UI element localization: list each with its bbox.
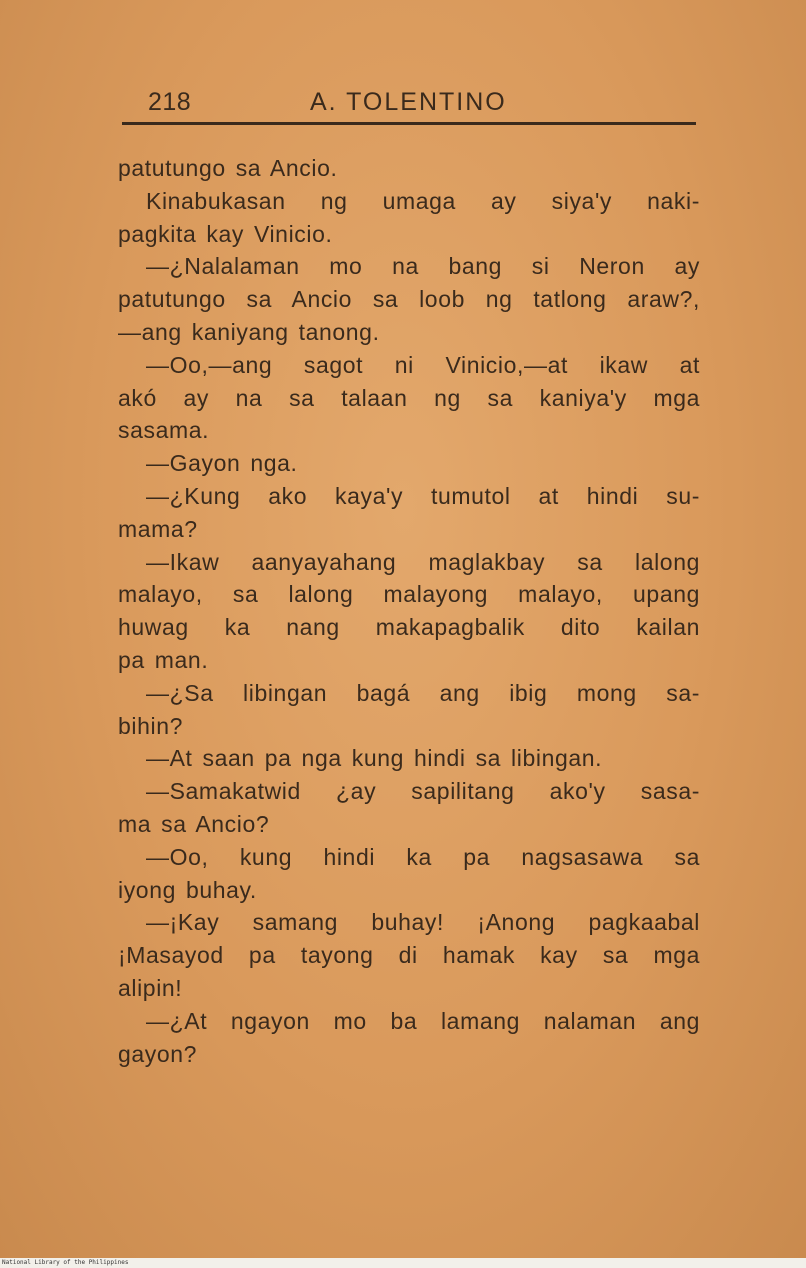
library-credit: National Library of the Philippines [2, 1259, 129, 1266]
text-line: mama? [118, 515, 198, 542]
body-text [118, 152, 700, 1070]
text-line: —¿Sa libingan bagá ang ibig mong sa- [146, 679, 700, 706]
text-line: bihin? [118, 712, 183, 739]
text-line: —¡Kay samang buhay! ¡Anong pagkaabal [146, 909, 700, 936]
text-line: pagkita kay Vinicio. [118, 220, 333, 247]
text-line: —Oo, kung hindi ka pa nagsasawa sa [146, 843, 700, 870]
text-line: —Samakatwid ¿ay sapilitang ako'y sasa- [146, 778, 700, 805]
text-line: ¡Masayod pa tayong di hamak kay sa mga [118, 942, 700, 969]
text-line: malayo, sa lalong malayong malayo, upang [118, 581, 700, 608]
text-line: iyong buhay. [118, 876, 257, 903]
text-line: akó ay na sa talaan ng sa kaniya'y mga [118, 384, 700, 411]
text-line: —Gayon nga. [146, 450, 298, 477]
running-title: A. TOLENTINO [310, 88, 507, 116]
text-line: ma sa Ancio? [118, 810, 270, 837]
text-line: patutungo sa Ancio sa loob ng tatlong araw?, [118, 286, 700, 313]
text-line: pa man. [118, 646, 209, 673]
text-line: —¿Nalalaman mo na bang si Neron ay [146, 253, 700, 280]
text-line: —Ikaw aanyayahang maglakbay sa lalong [146, 548, 700, 575]
text-line: —¿Kung ako kaya'y tumutol at hindi su- [146, 482, 700, 509]
text-line: —Oo,—ang sagot ni Vinicio,—at ikaw at [146, 351, 700, 378]
text-line: alipin! [118, 974, 183, 1001]
text-line: Kinabukasan ng umaga ay siya'y naki- [146, 187, 700, 214]
text-line: sasama. [118, 417, 210, 444]
text-line: huwag ka nang makapagbalik dito kailan [118, 614, 700, 641]
text-line: —ang kaniyang tanong. [118, 318, 380, 345]
page-header [122, 88, 696, 122]
text-line: —¿At ngayon mo ba lamang nalaman ang [146, 1007, 700, 1034]
page-number: 218 [148, 88, 192, 116]
text-line: —At saan pa nga kung hindi sa libingan. [146, 745, 603, 772]
text-line: patutungo sa Ancio. [118, 155, 338, 181]
header-rule [122, 122, 696, 125]
text-line: gayon? [118, 1040, 198, 1067]
